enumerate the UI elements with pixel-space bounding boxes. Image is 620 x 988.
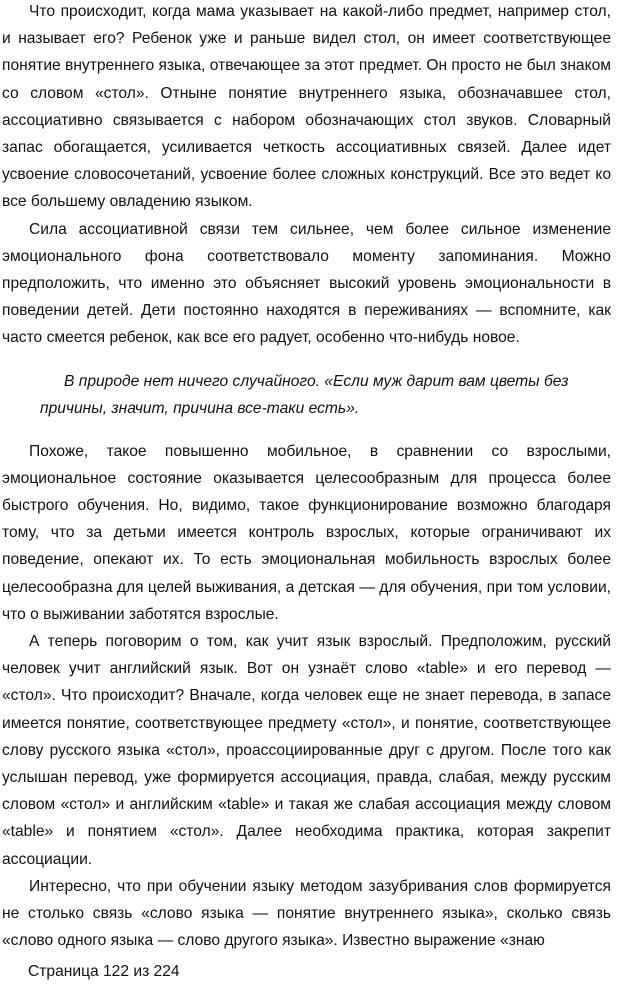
paragraph-2: Сила ассоциативной связи тем сильнее, чем более сильное изменение эмоционального фона соответствовало моменту запоминания. Можно предположить, что именно это объясняет высокий уровень эмоциональности в поведении детей. Дети постоянно находятся в переживаниях — вспомните, как часто смеется ребенок, как все его радует, особенно что-нибудь новое. [2, 220, 611, 347]
paragraph-4: А теперь поговорим о том, как учит язык взрослый. Предположим, русский человек учит английский язык. Вот он узнаёт слово «table» и его перевод — «стол». Что происходит? Вначале, когда человек еще не знает перевода, в запасе имеется понятие, соответствующее предмету «стол», и понятие, соответствующее слову русского языка «стол», проассоциированные друг с другом. После того как услышан перевод, уже формируется ассоциация, правда, слабая, между русским словом «стол» и английским «table» и такая же слабая ассоциация между словом «table» и понятием «стол». Далее необходима практика, которая закрепит ассоциации. [2, 633, 611, 868]
epigraph-quote: В природе нет ничего случайного. «Если муж дарит вам цветы без причины, значит, причина все-таки есть». [40, 372, 569, 417]
page-body [2, 0, 611, 955]
paragraph-3: Похоже, такое повышенно мобильное, в сравнении со взрослыми, эмоциональное состояние оказывается целесообразным для процесса более быстрого обучения. Но, видимо, такое функционирование возможно благодаря тому, что за детьми имеется контроль взрослых, которые ограничивают их поведение, опекают их. То есть эмоциональная мобильность взрослых более целесообразна для целей выживания, а детская — для обучения, при том условии, что о выживании заботятся взрослые. [2, 442, 611, 623]
paragraph-1: Что происходит, когда мама указывает на какой-либо предмет, например стол, и называет его? Ребенок уже и раньше видел стол, он имеет соответствующее понятие внутреннего языка, отвечающее за этот предмет. Он просто не был знаком со словом «стол». Отныне понятие внутреннего языка, обозначавшее стол, ассоциативно связывается с набором обозначающих стол звуков. Словарный запас обогащается, усиливается четкость ассоциативных связей. Далее идет усвоение словосочетаний, усвоение более сложных конструкций. Все это ведет ко все большему овладению языком. [2, 3, 611, 211]
page-number-footer: Страница 122 из 224 [28, 963, 180, 980]
paragraph-5: Интересно, что при обучении языку методом зазубривания слов формируется не столько связь «слово языка — понятие внутреннего языка», сколько связь «слово одного языка — слово другого языка». Известно выражение «знаю [2, 877, 611, 950]
